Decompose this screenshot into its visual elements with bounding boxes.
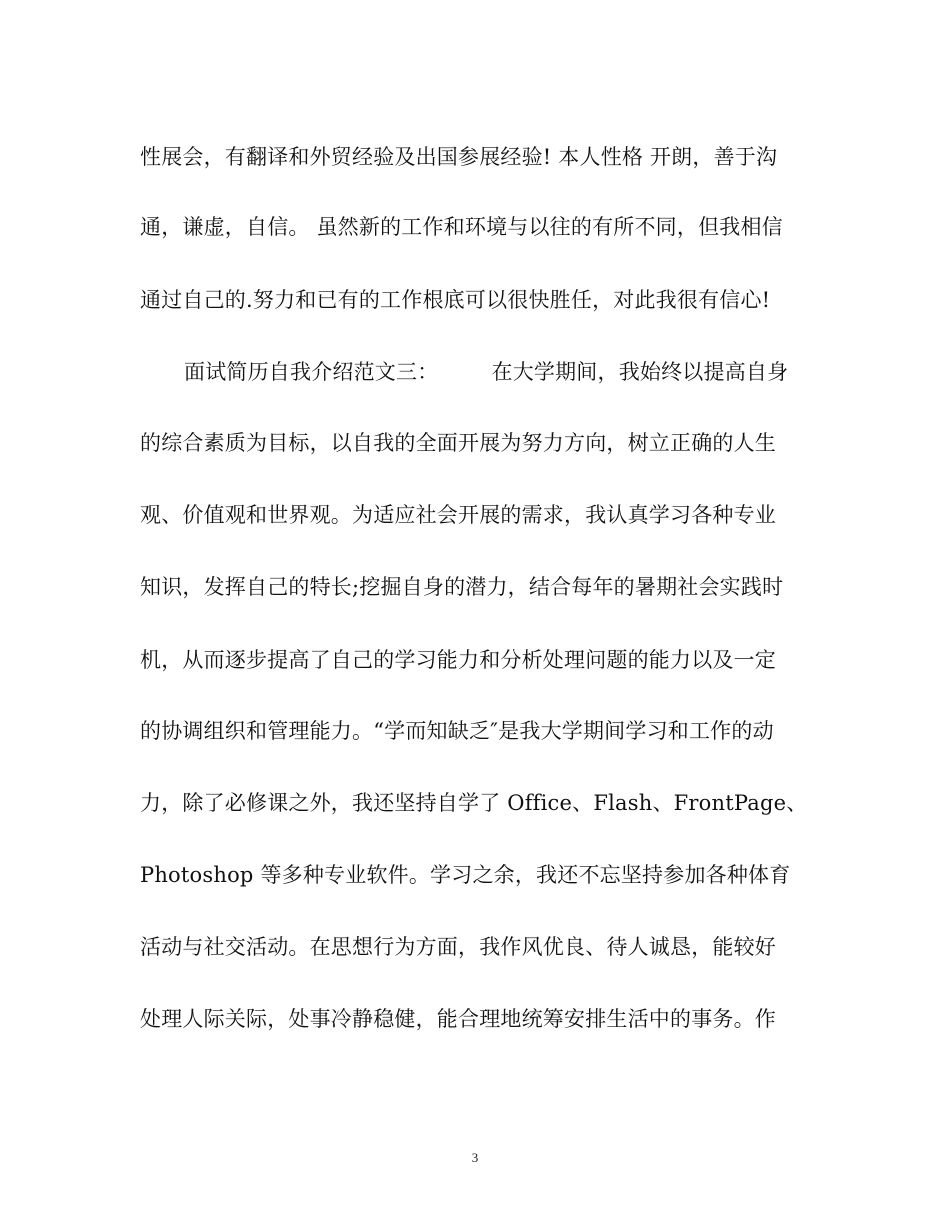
text-line: 力，除了必修课之外，我还坚持自学了 Office、Flash、FrontPage、: [140, 791, 808, 815]
text-line: 活动与社交活动。在思想行为方面，我作风优良、待人诚恳，能较好: [140, 935, 776, 959]
text-line: 机，从而逐步提高了自己的学习能力和分析处理问题的能力以及一定: [140, 648, 776, 672]
text-line: 知识，发挥自己的特长;挖掘自身的潜力，结合每年的暑期社会实践时: [140, 575, 784, 599]
text-line: 性展会，有翻译和外贸经验及出国参展经验! 本人性格 开朗，善于沟: [140, 145, 778, 169]
text-line: 观、价值观和世界观。为适应社会开展的需求，我认真学习各种专业: [140, 503, 776, 527]
page-number: 3: [471, 1150, 479, 1165]
text-line: 的协调组织和管理能力。“学而知缺乏″是我大学期间学习和工作的动: [140, 719, 774, 743]
text-line: Photoshop 等多种专业软件。学习之余，我还不忘坚持参加各种体育: [140, 863, 791, 887]
section-heading-line: 面试简历自我介绍范文三： 在大学期间，我始终以提高自身: [184, 360, 789, 384]
text-line: 处理人际关际，处事冷静稳健，能合理地统筹安排生活中的事务。作: [140, 1007, 776, 1031]
text-line: 的综合素质为目标，以自我的全面开展为努力方向，树立正确的人生: [140, 431, 776, 455]
text-line: 通，谦虚，自信。 虽然新的工作和环境与以往的有所不同，但我相信: [140, 215, 783, 239]
text-line: 通过自己的.努力和已有的工作根底可以很快胜任，对此我很有信心!: [140, 288, 771, 312]
